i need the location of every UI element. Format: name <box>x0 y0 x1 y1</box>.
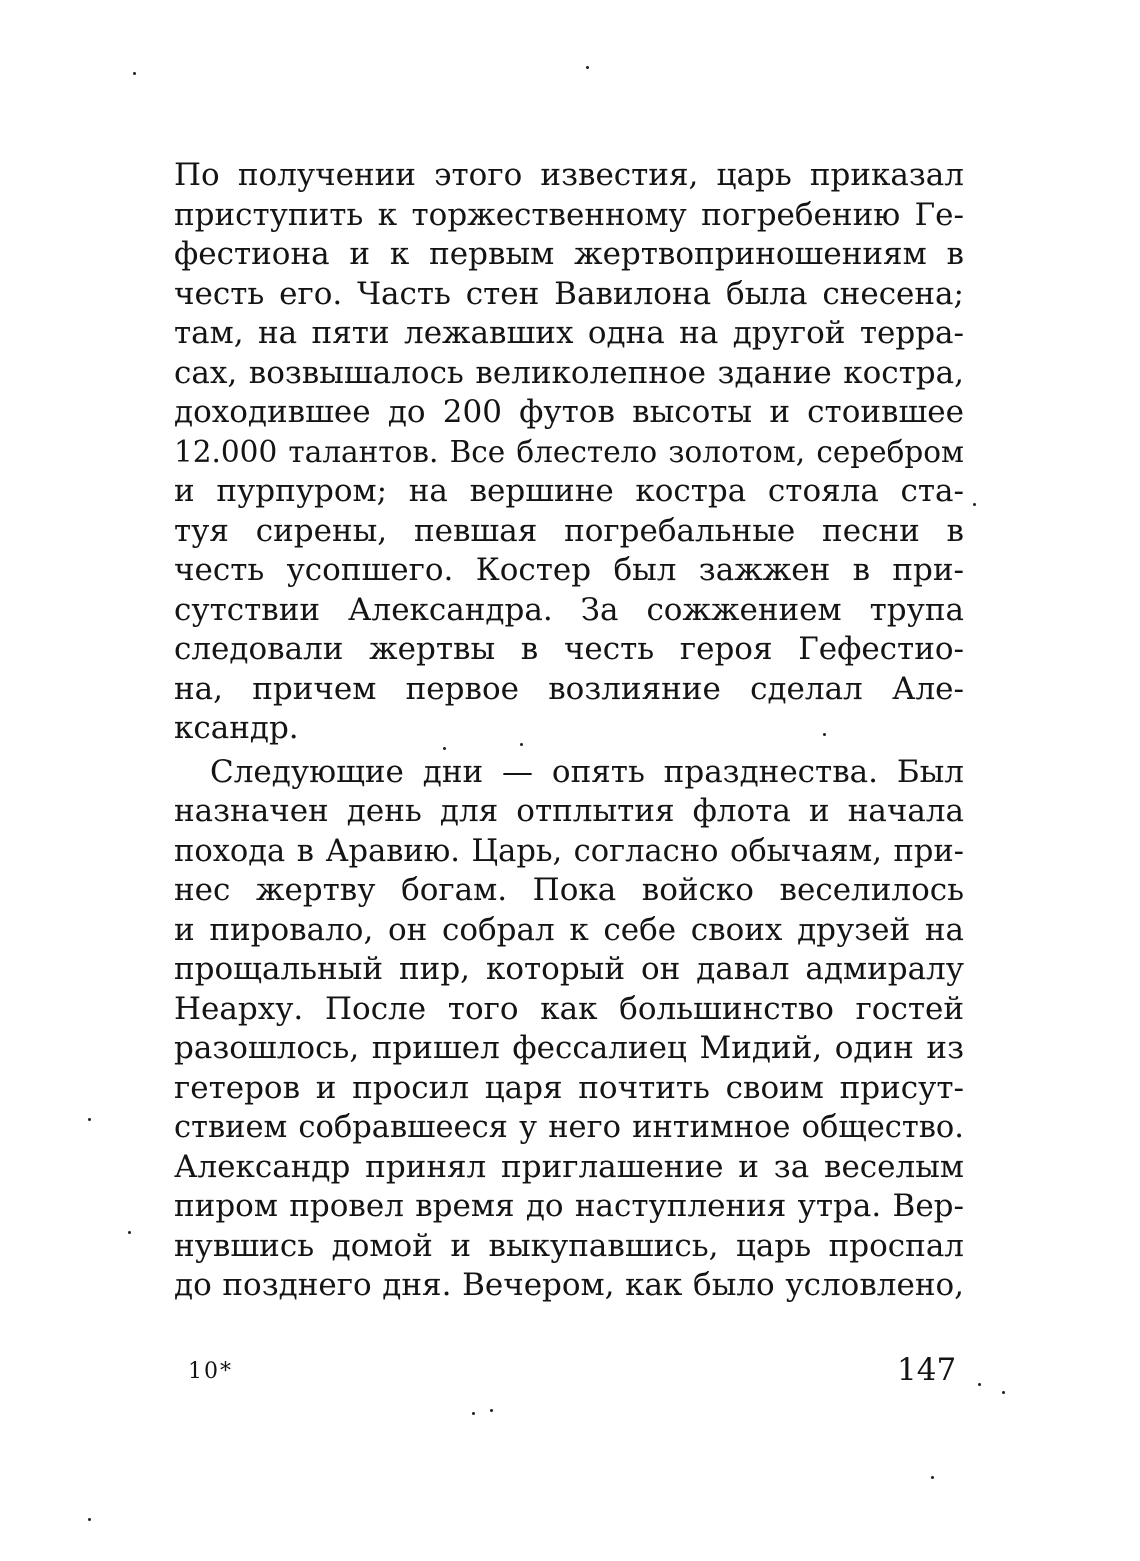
scan-speck <box>520 743 523 746</box>
text-line: ксандр. <box>174 710 299 746</box>
text-line: на, причем первое возлияние сделал Але- <box>174 670 964 707</box>
text-line: и пировало, он собрал к себе своих друзей на <box>174 911 964 948</box>
scan-speck <box>978 1383 981 1386</box>
scan-speck <box>490 1409 493 1412</box>
paragraph-2 <box>174 753 964 1306</box>
scan-speck <box>133 72 136 75</box>
text-line: фестиона и к первым жертвоприношениям в <box>174 236 964 272</box>
text-line: прощальный пир, который он давал адмиралу <box>174 951 964 987</box>
text-line: 12.000 талантов. Все блестело золотом, серебром <box>174 434 964 469</box>
scan-speck <box>586 66 589 69</box>
text-line: нес жертву богам. Пока войско веселилось <box>174 872 964 908</box>
text-line: доходившее до 200 футов высоты и стоившее <box>174 394 964 430</box>
text-line: Следующие дни — опять празднества. Был <box>210 753 964 790</box>
text-line: похода в Аравию. Царь, согласно обычаям, при- <box>174 833 964 869</box>
text-line: назначен день для отплытия флота и начала <box>174 793 964 829</box>
text-line: и пурпуром; на вершине костра стояла ста- <box>174 473 964 509</box>
text-line: там, на пяти лежавших одна на другой терра- <box>174 315 964 351</box>
text-line: нувшись домой и выкупавшись, царь проспал <box>174 1227 964 1264</box>
text-line: следовали жертвы в честь героя Гефестио- <box>174 631 964 667</box>
text-line: сутствии Александра. За сожжением трупа <box>174 591 964 628</box>
scan-speck <box>823 733 826 736</box>
scan-speck <box>88 1118 91 1121</box>
page-number: 147 <box>897 1352 957 1388</box>
text-line: честь его. Часть стен Вавилона была снесена; <box>174 275 964 312</box>
scan-speck <box>88 1518 91 1521</box>
text-line: По получении этого известия, царь приказал <box>174 157 964 193</box>
body-text <box>174 156 964 1306</box>
scan-speck <box>128 1231 131 1234</box>
text-line: приступить к торжественному погребению Ге- <box>174 196 964 233</box>
scan-speck <box>1002 1391 1005 1394</box>
scan-speck <box>973 503 976 506</box>
text-line: пиром провел время до наступления утра. Вер- <box>174 1188 964 1224</box>
text-line: до позднего дня. Вечером, как было условлено, <box>174 1267 964 1303</box>
scan-speck <box>931 1476 934 1479</box>
signature-mark: 10* <box>188 1359 233 1384</box>
text-line: туя сирены, певшая погребальные песни в <box>174 512 964 549</box>
text-line: гетеров и просил царя почтить своим присут- <box>174 1069 964 1106</box>
scan-speck <box>472 1412 475 1415</box>
text-line: разошлось, пришел фессалиец Мидий, один из <box>174 1030 964 1066</box>
text-line: Неарху. После того как большинство гостей <box>174 990 964 1027</box>
paragraph-1 <box>174 156 964 749</box>
text-line: Александр принял приглашение и за веселым <box>174 1148 964 1185</box>
text-line: сах, возвышалось великолепное здание костра, <box>174 354 964 391</box>
text-line: ствием собравшееся у него интимное общество. <box>174 1110 964 1145</box>
text-line: честь усопшего. Костер был зажжен в при- <box>174 552 964 588</box>
scan-speck <box>443 747 446 750</box>
